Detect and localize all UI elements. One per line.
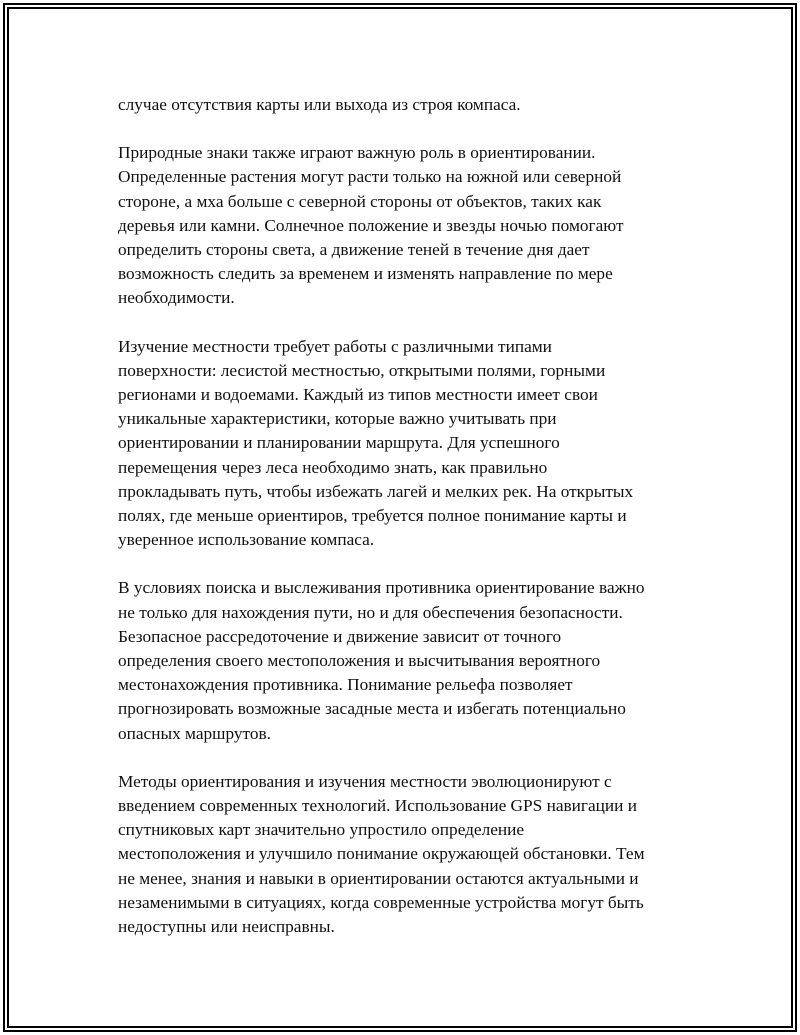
paragraph-4 (118, 576, 698, 745)
text-line: стороне, а мха больше с северной стороны от объектов, таких как (118, 191, 602, 211)
text-line: полях, где меньше ориентиров, требуется полное понимание карты и (118, 506, 627, 526)
text-line: возможность следить за временем и изменять направление по мере (118, 264, 613, 284)
document-body (118, 93, 698, 963)
text-line: местоположения и улучшило понимание окружающей обстановки. Тем (118, 844, 645, 864)
text-line: поверхности: лесистой местностью, открытыми полями, горными (118, 360, 606, 380)
text-line: В условиях поиска и выслеживания противника ориентирование важно (118, 578, 645, 598)
text-line: опасных маршрутов. (118, 723, 271, 743)
text-line: Определенные растения могут расти только на южной или северной (118, 167, 622, 187)
text-line: введением современных технологий. Использование GPS навигации и (118, 796, 637, 816)
text-line: спутниковых карт значительно упростило определение (118, 820, 525, 840)
text-line: перемещения через леса необходимо знать, как правильно (118, 457, 548, 477)
text-line: не менее, знания и навыки в ориентировании остаются актуальными и (118, 868, 639, 888)
text-line: уникальные характеристики, которые важно учитывать при (118, 409, 557, 429)
text-line: уверенное использование компаса. (118, 530, 375, 550)
text-line: прогнозировать возможные засадные места и избегать потенциально (118, 699, 626, 719)
paragraph-2 (118, 141, 698, 310)
text-line: прокладывать путь, чтобы избежать лагей и мелких рек. На открытых (118, 481, 634, 501)
text-line: Безопасное рассредоточение и движение зависит от точного (118, 626, 562, 646)
paragraph-5 (118, 770, 698, 939)
text-line: Природные знаки также играют важную роль в ориентировании. (118, 143, 596, 163)
text-line: ориентировании и планировании маршрута. Для успешного (118, 433, 560, 453)
text-line: деревья или камни. Солнечное положение и звезды ночью помогают (118, 215, 624, 235)
text-line: Методы ориентирования и изучения местности эволюционируют с (118, 771, 612, 791)
paragraph-1 (118, 93, 698, 117)
text-line: Изучение местности требует работы с различными типами (118, 336, 552, 356)
text-line: определения своего местоположения и высчитывания вероятного (118, 651, 601, 671)
text-line: местонахождения противника. Понимание рельефа позволяет (118, 675, 573, 695)
text-line: не только для нахождения пути, но и для обеспечения безопасности. (118, 602, 623, 622)
text-line: незаменимыми в ситуациях, когда современные устройства могут быть (118, 892, 644, 912)
text-line: случае отсутствия карты или выхода из строя компаса. (118, 95, 521, 114)
text-line: определить стороны света, а движение теней в течение дня дает (118, 240, 590, 260)
paragraph-3 (118, 335, 698, 553)
text-line: недоступны или неисправны. (118, 917, 335, 937)
text-line: регионами и водоемами. Каждый из типов местности имеет свои (118, 385, 598, 405)
text-line: необходимости. (118, 288, 235, 308)
